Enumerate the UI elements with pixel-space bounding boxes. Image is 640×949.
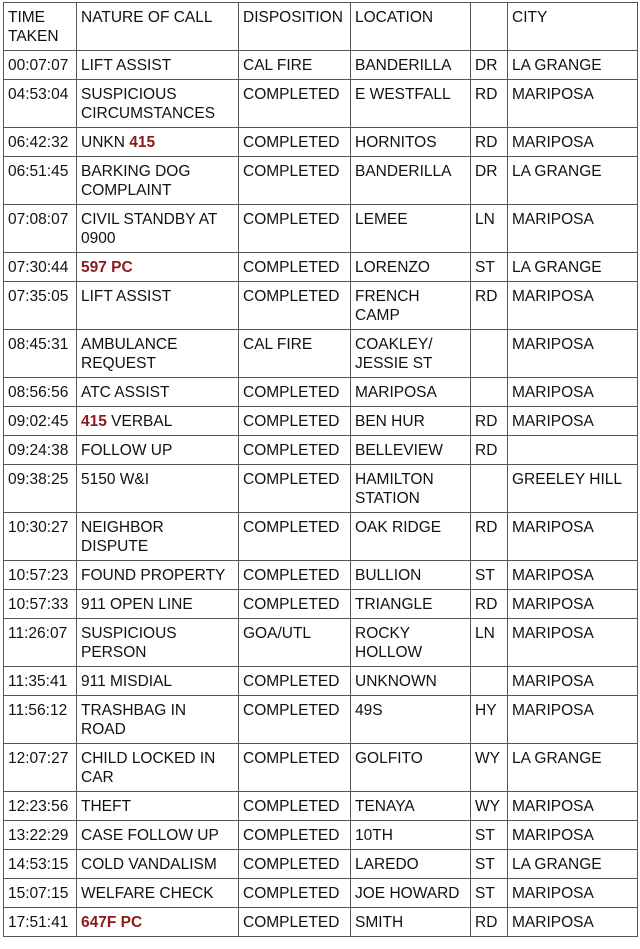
disposition-cell: COMPLETED	[239, 792, 351, 821]
nature-text: ATC ASSIST	[81, 384, 170, 401]
disposition-cell: CAL FIRE	[239, 330, 351, 378]
nature-of-call-cell	[77, 51, 239, 80]
location-cell: BANDERILLA	[351, 157, 471, 205]
street-suffix-cell: ST	[471, 561, 508, 590]
nature-of-call-cell	[77, 157, 239, 205]
nature-text: FOUND PROPERTY	[81, 567, 226, 584]
table-row	[4, 667, 638, 696]
header-time-taken: TIME TAKEN	[4, 3, 77, 51]
time-taken-cell: 15:07:15	[4, 879, 77, 908]
city-cell: GREELEY HILL	[508, 465, 638, 513]
nature-of-call-cell	[77, 513, 239, 561]
time-taken-cell: 09:38:25	[4, 465, 77, 513]
time-taken-cell: 14:53:15	[4, 850, 77, 879]
street-suffix-cell: RD	[471, 80, 508, 128]
location-cell: COAKLEY/ JESSIE ST	[351, 330, 471, 378]
street-suffix-cell	[471, 667, 508, 696]
table-row	[4, 513, 638, 561]
disposition-cell: CAL FIRE	[239, 51, 351, 80]
penal-code-highlight: 597 PC	[81, 259, 133, 276]
location-cell: HAMILTON STATION	[351, 465, 471, 513]
time-taken-cell: 09:24:38	[4, 436, 77, 465]
nature-text: 5150 W&I	[81, 471, 150, 488]
nature-of-call-cell	[77, 80, 239, 128]
location-cell: ROCKY HOLLOW	[351, 619, 471, 667]
location-cell: LAREDO	[351, 850, 471, 879]
table-row	[4, 590, 638, 619]
location-cell: BELLEVIEW	[351, 436, 471, 465]
nature-text: CIVIL STANDBY AT 0900	[81, 211, 218, 247]
disposition-cell: COMPLETED	[239, 908, 351, 937]
nature-of-call-cell	[77, 330, 239, 378]
disposition-cell: COMPLETED	[239, 128, 351, 157]
city-cell: MARIPOSA	[508, 561, 638, 590]
nature-of-call-cell	[77, 850, 239, 879]
nature-text: 911 MISDIAL	[81, 673, 173, 690]
city-cell: MARIPOSA	[508, 590, 638, 619]
nature-text: BARKING DOG COMPLAINT	[81, 163, 191, 199]
header-city: CITY	[508, 3, 638, 51]
location-cell: FRENCH CAMP	[351, 282, 471, 330]
street-suffix-cell: RD	[471, 908, 508, 937]
nature-of-call-cell	[77, 590, 239, 619]
nature-text: UNKN	[81, 134, 130, 151]
time-taken-cell: 17:51:41	[4, 908, 77, 937]
street-suffix-cell: DR	[471, 157, 508, 205]
nature-text: SUSPICIOUS PERSON	[81, 625, 177, 661]
penal-code-highlight: 415	[81, 413, 107, 430]
call-log-body	[4, 51, 638, 937]
street-suffix-cell: ST	[471, 850, 508, 879]
table-row	[4, 282, 638, 330]
nature-of-call-cell	[77, 744, 239, 792]
disposition-cell: COMPLETED	[239, 561, 351, 590]
city-cell: LA GRANGE	[508, 850, 638, 879]
nature-of-call-cell	[77, 667, 239, 696]
location-cell: 10TH	[351, 821, 471, 850]
time-taken-cell: 13:22:29	[4, 821, 77, 850]
street-suffix-cell: ST	[471, 253, 508, 282]
disposition-cell: COMPLETED	[239, 157, 351, 205]
nature-of-call-cell	[77, 696, 239, 744]
table-row	[4, 436, 638, 465]
nature-text: FOLLOW UP	[81, 442, 173, 459]
disposition-cell: COMPLETED	[239, 465, 351, 513]
disposition-cell: COMPLETED	[239, 407, 351, 436]
disposition-cell: COMPLETED	[239, 667, 351, 696]
nature-of-call-cell	[77, 821, 239, 850]
location-cell: OAK RIDGE	[351, 513, 471, 561]
city-cell: LA GRANGE	[508, 253, 638, 282]
city-cell: MARIPOSA	[508, 879, 638, 908]
city-cell: MARIPOSA	[508, 378, 638, 407]
disposition-cell: COMPLETED	[239, 590, 351, 619]
city-cell: MARIPOSA	[508, 821, 638, 850]
time-taken-cell: 10:57:33	[4, 590, 77, 619]
nature-text: TRASHBAG IN ROAD	[81, 702, 187, 738]
time-taken-cell: 08:45:31	[4, 330, 77, 378]
table-row	[4, 908, 638, 937]
location-cell: MARIPOSA	[351, 378, 471, 407]
city-cell: MARIPOSA	[508, 792, 638, 821]
location-cell: BEN HUR	[351, 407, 471, 436]
location-cell: BULLION	[351, 561, 471, 590]
location-cell: HORNITOS	[351, 128, 471, 157]
location-cell: TRIANGLE	[351, 590, 471, 619]
street-suffix-cell: WY	[471, 744, 508, 792]
time-taken-cell: 11:35:41	[4, 667, 77, 696]
nature-of-call-cell	[77, 128, 239, 157]
table-row	[4, 879, 638, 908]
street-suffix-cell: LN	[471, 205, 508, 253]
disposition-cell: COMPLETED	[239, 205, 351, 253]
street-suffix-cell	[471, 330, 508, 378]
nature-of-call-cell	[77, 879, 239, 908]
table-row	[4, 850, 638, 879]
street-suffix-cell	[471, 465, 508, 513]
nature-text: AMBULANCE REQUEST	[81, 336, 178, 372]
time-taken-cell: 07:08:07	[4, 205, 77, 253]
street-suffix-cell: WY	[471, 792, 508, 821]
nature-text: LIFT ASSIST	[81, 288, 172, 305]
location-cell: TENAYA	[351, 792, 471, 821]
location-cell: UNKNOWN	[351, 667, 471, 696]
table-row	[4, 51, 638, 80]
location-cell: LORENZO	[351, 253, 471, 282]
nature-text: VERBAL	[106, 413, 173, 430]
nature-text: CASE FOLLOW UP	[81, 827, 219, 844]
street-suffix-cell: RD	[471, 436, 508, 465]
city-cell: MARIPOSA	[508, 667, 638, 696]
city-cell: MARIPOSA	[508, 513, 638, 561]
nature-of-call-cell	[77, 205, 239, 253]
street-suffix-cell: RD	[471, 590, 508, 619]
table-row	[4, 561, 638, 590]
time-taken-cell: 07:30:44	[4, 253, 77, 282]
time-taken-cell: 06:42:32	[4, 128, 77, 157]
time-taken-cell: 00:07:07	[4, 51, 77, 80]
time-taken-cell: 08:56:56	[4, 378, 77, 407]
nature-of-call-cell	[77, 619, 239, 667]
nature-of-call-cell	[77, 792, 239, 821]
city-cell: LA GRANGE	[508, 157, 638, 205]
nature-text: CHILD LOCKED IN CAR	[81, 750, 216, 786]
street-suffix-cell: DR	[471, 51, 508, 80]
table-row	[4, 80, 638, 128]
header-nature-of-call: NATURE OF CALL	[77, 3, 239, 51]
disposition-cell: COMPLETED	[239, 879, 351, 908]
location-cell: JOE HOWARD	[351, 879, 471, 908]
disposition-cell: COMPLETED	[239, 821, 351, 850]
table-row	[4, 128, 638, 157]
disposition-cell: COMPLETED	[239, 253, 351, 282]
disposition-cell: GOA/UTL	[239, 619, 351, 667]
city-cell	[508, 436, 638, 465]
table-row	[4, 205, 638, 253]
table-row	[4, 157, 638, 205]
nature-text: 911 OPEN LINE	[81, 596, 193, 613]
nature-of-call-cell	[77, 436, 239, 465]
time-taken-cell: 10:30:27	[4, 513, 77, 561]
header-suffix	[471, 3, 508, 51]
nature-text: NEIGHBOR DISPUTE	[81, 519, 164, 555]
header-location: LOCATION	[351, 3, 471, 51]
nature-text: THEFT	[81, 798, 131, 815]
nature-text: COLD VANDALISM	[81, 856, 217, 873]
nature-of-call-cell	[77, 561, 239, 590]
disposition-cell: COMPLETED	[239, 696, 351, 744]
street-suffix-cell: RD	[471, 282, 508, 330]
location-cell: BANDERILLA	[351, 51, 471, 80]
nature-of-call-cell	[77, 282, 239, 330]
disposition-cell: COMPLETED	[239, 850, 351, 879]
time-taken-cell: 06:51:45	[4, 157, 77, 205]
street-suffix-cell: RD	[471, 513, 508, 561]
disposition-cell: COMPLETED	[239, 282, 351, 330]
nature-of-call-cell	[77, 253, 239, 282]
table-row	[4, 744, 638, 792]
street-suffix-cell: LN	[471, 619, 508, 667]
city-cell: MARIPOSA	[508, 128, 638, 157]
street-suffix-cell: RD	[471, 407, 508, 436]
table-row	[4, 465, 638, 513]
street-suffix-cell: ST	[471, 821, 508, 850]
location-cell: SMITH	[351, 908, 471, 937]
table-row	[4, 330, 638, 378]
time-taken-cell: 07:35:05	[4, 282, 77, 330]
city-cell: LA GRANGE	[508, 51, 638, 80]
time-taken-cell: 12:23:56	[4, 792, 77, 821]
city-cell: MARIPOSA	[508, 696, 638, 744]
street-suffix-cell: ST	[471, 879, 508, 908]
table-row	[4, 378, 638, 407]
disposition-cell: COMPLETED	[239, 744, 351, 792]
penal-code-highlight: 647F PC	[81, 914, 143, 931]
street-suffix-cell	[471, 378, 508, 407]
nature-of-call-cell	[77, 407, 239, 436]
nature-of-call-cell	[77, 908, 239, 937]
street-suffix-cell: HY	[471, 696, 508, 744]
nature-text: SUSPICIOUS CIRCUMSTANCES	[81, 86, 216, 122]
location-cell: 49S	[351, 696, 471, 744]
city-cell: MARIPOSA	[508, 330, 638, 378]
time-taken-cell: 12:07:27	[4, 744, 77, 792]
time-taken-cell: 09:02:45	[4, 407, 77, 436]
location-cell: LEMEE	[351, 205, 471, 253]
table-row	[4, 792, 638, 821]
time-taken-cell: 04:53:04	[4, 80, 77, 128]
table-row	[4, 253, 638, 282]
city-cell: MARIPOSA	[508, 80, 638, 128]
nature-text: LIFT ASSIST	[81, 57, 172, 74]
nature-of-call-cell	[77, 465, 239, 513]
city-cell: MARIPOSA	[508, 908, 638, 937]
time-taken-cell: 11:56:12	[4, 696, 77, 744]
penal-code-highlight: 415	[129, 134, 156, 151]
call-log-table	[3, 2, 638, 937]
table-row	[4, 696, 638, 744]
time-taken-cell: 10:57:23	[4, 561, 77, 590]
location-cell: GOLFITO	[351, 744, 471, 792]
header-disposition: DISPOSITION	[239, 3, 351, 51]
city-cell: MARIPOSA	[508, 205, 638, 253]
city-cell: MARIPOSA	[508, 619, 638, 667]
time-taken-cell: 11:26:07	[4, 619, 77, 667]
nature-of-call-cell	[77, 378, 239, 407]
city-cell: MARIPOSA	[508, 407, 638, 436]
street-suffix-cell: RD	[471, 128, 508, 157]
city-cell: LA GRANGE	[508, 744, 638, 792]
disposition-cell: COMPLETED	[239, 378, 351, 407]
disposition-cell: COMPLETED	[239, 80, 351, 128]
disposition-cell: COMPLETED	[239, 513, 351, 561]
nature-text: WELFARE CHECK	[81, 885, 214, 902]
header-row	[4, 3, 638, 51]
table-row	[4, 619, 638, 667]
location-cell: E WESTFALL	[351, 80, 471, 128]
table-row	[4, 407, 638, 436]
city-cell: MARIPOSA	[508, 282, 638, 330]
table-row	[4, 821, 638, 850]
disposition-cell: COMPLETED	[239, 436, 351, 465]
